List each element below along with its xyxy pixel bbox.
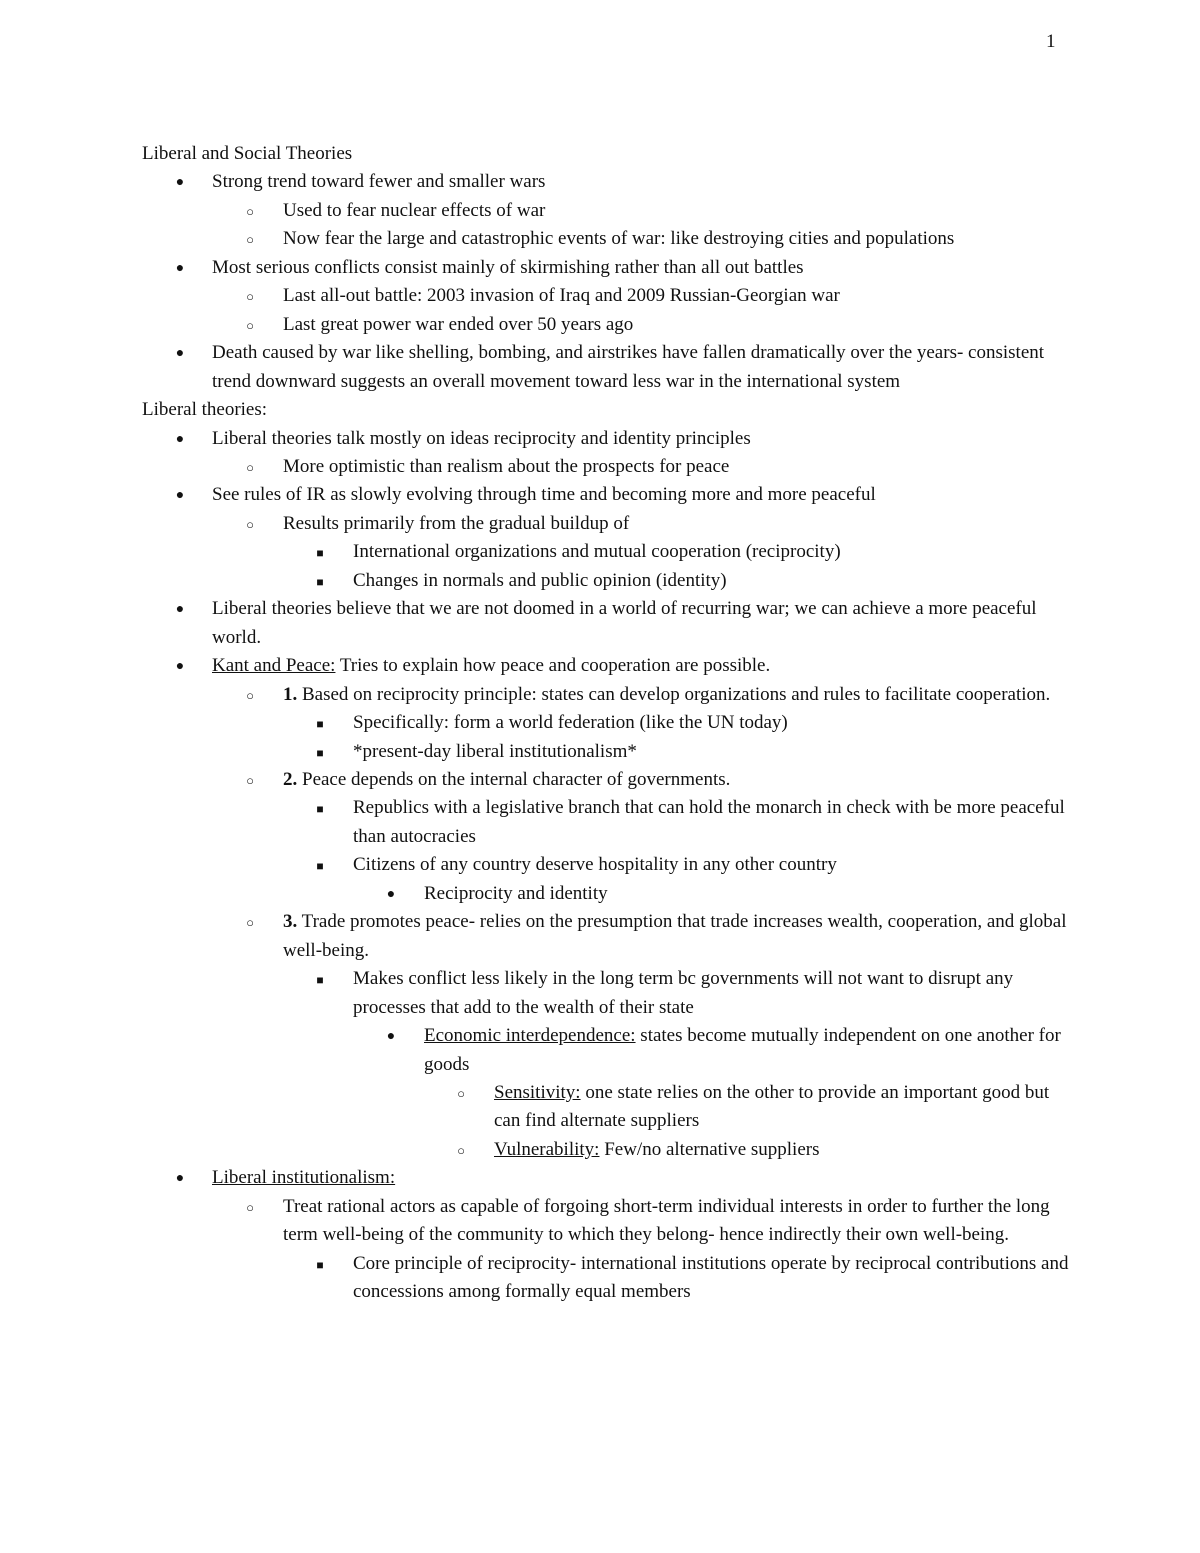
square-bullet-icon: ■ bbox=[316, 717, 324, 732]
square-bullet-icon: ■ bbox=[316, 1257, 324, 1272]
list-item-text: *present-day liberal institutionalism* bbox=[353, 740, 637, 762]
circle-bullet-icon: ○ bbox=[457, 1142, 465, 1158]
list-item bbox=[142, 851, 1072, 879]
list-item bbox=[142, 538, 1072, 566]
list-item bbox=[142, 1136, 1072, 1164]
list-item-text: states become mutually independent on one another for goods bbox=[424, 1025, 1061, 1075]
list-item-text: Results primarily from the gradual buildup of bbox=[283, 512, 630, 534]
list-item bbox=[142, 766, 1072, 794]
dot-bullet-icon: ● bbox=[175, 260, 185, 276]
list-item bbox=[142, 254, 1072, 282]
list-item-text: Liberal theories talk mostly on ideas reciprocity and identity principles bbox=[212, 427, 751, 449]
dot-bullet-icon: ● bbox=[175, 488, 185, 504]
circle-bullet-icon: ○ bbox=[246, 203, 254, 219]
list-item-text: See rules of IR as slowly evolving through time and becoming more and more peaceful bbox=[212, 484, 876, 506]
list-item-text: More optimistic than realism about the prospects for peace bbox=[283, 455, 730, 477]
list-item-text: Changes in normals and public opinion (identity) bbox=[353, 569, 727, 591]
list-item bbox=[142, 880, 1072, 908]
list-item bbox=[142, 709, 1072, 737]
list-item-text: Reciprocity and identity bbox=[424, 882, 608, 904]
page-number: 1 bbox=[1046, 31, 1056, 52]
list-item-text: Few/no alternative suppliers bbox=[599, 1138, 820, 1160]
circle-bullet-icon: ○ bbox=[246, 289, 254, 305]
list-item-text: Last all-out battle: 2003 invasion of Iraq and 2009 Russian-Georgian war bbox=[283, 285, 840, 307]
term-label: Vulnerability: bbox=[494, 1138, 600, 1160]
list-item-text: Last great power war ended over 50 years ago bbox=[283, 313, 634, 335]
term-label: Economic interdependence: bbox=[424, 1025, 636, 1047]
list-item-text: Trade promotes peace- relies on the presumption that trade increases wealth, cooperation, and global well-being. bbox=[283, 911, 1067, 961]
list-item-text: Republics with a legislative branch that can hold the monarch in check with be more peaceful than autocracies bbox=[353, 797, 1065, 847]
list-item bbox=[142, 339, 1072, 396]
dot-bullet-icon: ● bbox=[175, 659, 185, 675]
dot-bullet-icon: ● bbox=[175, 175, 185, 191]
list-item bbox=[142, 738, 1072, 766]
circle-bullet-icon: ○ bbox=[246, 459, 254, 475]
dot-bullet-icon: ● bbox=[175, 602, 185, 618]
list-item-text: International organizations and mutual cooperation (reciprocity) bbox=[353, 541, 841, 563]
item-number: 3. bbox=[283, 911, 298, 933]
dot-bullet-icon: ● bbox=[175, 1171, 185, 1187]
list-item-text: Citizens of any country deserve hospitality in any other country bbox=[353, 854, 837, 876]
list-item bbox=[142, 453, 1072, 481]
list-item bbox=[142, 1079, 1072, 1136]
term-label: Kant and Peace: bbox=[212, 655, 336, 677]
list-item bbox=[142, 908, 1072, 965]
list-item bbox=[142, 595, 1072, 652]
list-item bbox=[142, 794, 1072, 851]
circle-bullet-icon: ○ bbox=[246, 772, 254, 788]
list-item-text: Core principle of reciprocity- international institutions operate by reciprocal contributions and concessions among formally equal members bbox=[353, 1252, 1069, 1303]
dot-bullet-icon: ● bbox=[386, 886, 396, 902]
list-item bbox=[142, 965, 1072, 1022]
list-item-text: Now fear the large and catastrophic events of war: like destroying cities and populations bbox=[283, 228, 955, 250]
list-item-text: Treat rational actors as capable of forgoing short-term individual interests in order to further the long term well-being of the community to which they belong- hence indirectly their own well-being. bbox=[283, 1195, 1050, 1246]
circle-bullet-icon: ○ bbox=[246, 232, 254, 248]
circle-bullet-icon: ○ bbox=[246, 915, 254, 931]
term-label: Sensitivity: bbox=[494, 1081, 581, 1103]
list-item-text: Death caused by war like shelling, bombing, and airstrikes have fallen dramatically over the years- consistent trend downward suggests an overall movement toward less war in the international system bbox=[212, 342, 1045, 392]
document-body bbox=[142, 140, 1072, 1307]
item-number: 2. bbox=[283, 768, 298, 790]
square-bullet-icon: ■ bbox=[316, 859, 324, 874]
circle-bullet-icon: ○ bbox=[246, 1199, 254, 1215]
circle-bullet-icon: ○ bbox=[246, 317, 254, 333]
square-bullet-icon: ■ bbox=[316, 546, 324, 561]
list-item-text: Makes conflict less likely in the long term bc governments will not want to disrupt any processes that add to the wealth of their state bbox=[353, 968, 1014, 1018]
circle-bullet-icon: ○ bbox=[457, 1085, 465, 1101]
section-heading: Liberal theories: bbox=[142, 399, 268, 421]
list-item bbox=[142, 1164, 1072, 1192]
list-item-text: Used to fear nuclear effects of war bbox=[283, 199, 546, 221]
list-item bbox=[142, 225, 1072, 253]
circle-bullet-icon: ○ bbox=[246, 516, 254, 532]
list-item-text: Most serious conflicts consist mainly of skirmishing rather than all out battles bbox=[212, 256, 804, 278]
square-bullet-icon: ■ bbox=[316, 745, 324, 760]
list-item bbox=[142, 510, 1072, 538]
list-item-text: Liberal theories believe that we are not doomed in a world of recurring war; we can achieve a more peaceful world. bbox=[212, 598, 1037, 648]
item-number: 1. bbox=[283, 683, 298, 705]
list-item-text: Tries to explain how peace and cooperation are possible. bbox=[335, 655, 771, 677]
list-item bbox=[142, 1250, 1072, 1307]
list-item bbox=[142, 652, 1072, 680]
dot-bullet-icon: ● bbox=[175, 346, 185, 362]
list-item-text: Based on reciprocity principle: states can develop organizations and rules to facilitate cooperation. bbox=[297, 683, 1051, 705]
list-item bbox=[142, 282, 1072, 310]
list-item-text: Peace depends on the internal character of governments. bbox=[297, 768, 731, 790]
list-item bbox=[142, 681, 1072, 709]
circle-bullet-icon: ○ bbox=[246, 687, 254, 703]
term-label: Liberal institutionalism: bbox=[212, 1167, 396, 1189]
list-item bbox=[142, 567, 1072, 595]
list-item bbox=[142, 197, 1072, 225]
section-heading: Liberal and Social Theories bbox=[142, 143, 353, 164]
list-item bbox=[142, 425, 1072, 453]
dot-bullet-icon: ● bbox=[386, 1029, 396, 1045]
list-item bbox=[142, 168, 1072, 196]
square-bullet-icon: ■ bbox=[316, 574, 324, 589]
list-item bbox=[142, 311, 1072, 339]
list-item-text: Strong trend toward fewer and smaller wars bbox=[212, 171, 546, 193]
list-item-text: one state relies on the other to provide an important good but can find alternate suppliers bbox=[494, 1081, 1050, 1132]
dot-bullet-icon: ● bbox=[175, 431, 185, 447]
list-item bbox=[142, 1193, 1072, 1250]
square-bullet-icon: ■ bbox=[316, 802, 324, 817]
list-item-text: Specifically: form a world federation (like the UN today) bbox=[353, 712, 788, 734]
list-item bbox=[142, 1022, 1072, 1079]
list-item bbox=[142, 481, 1072, 509]
square-bullet-icon: ■ bbox=[316, 973, 324, 988]
